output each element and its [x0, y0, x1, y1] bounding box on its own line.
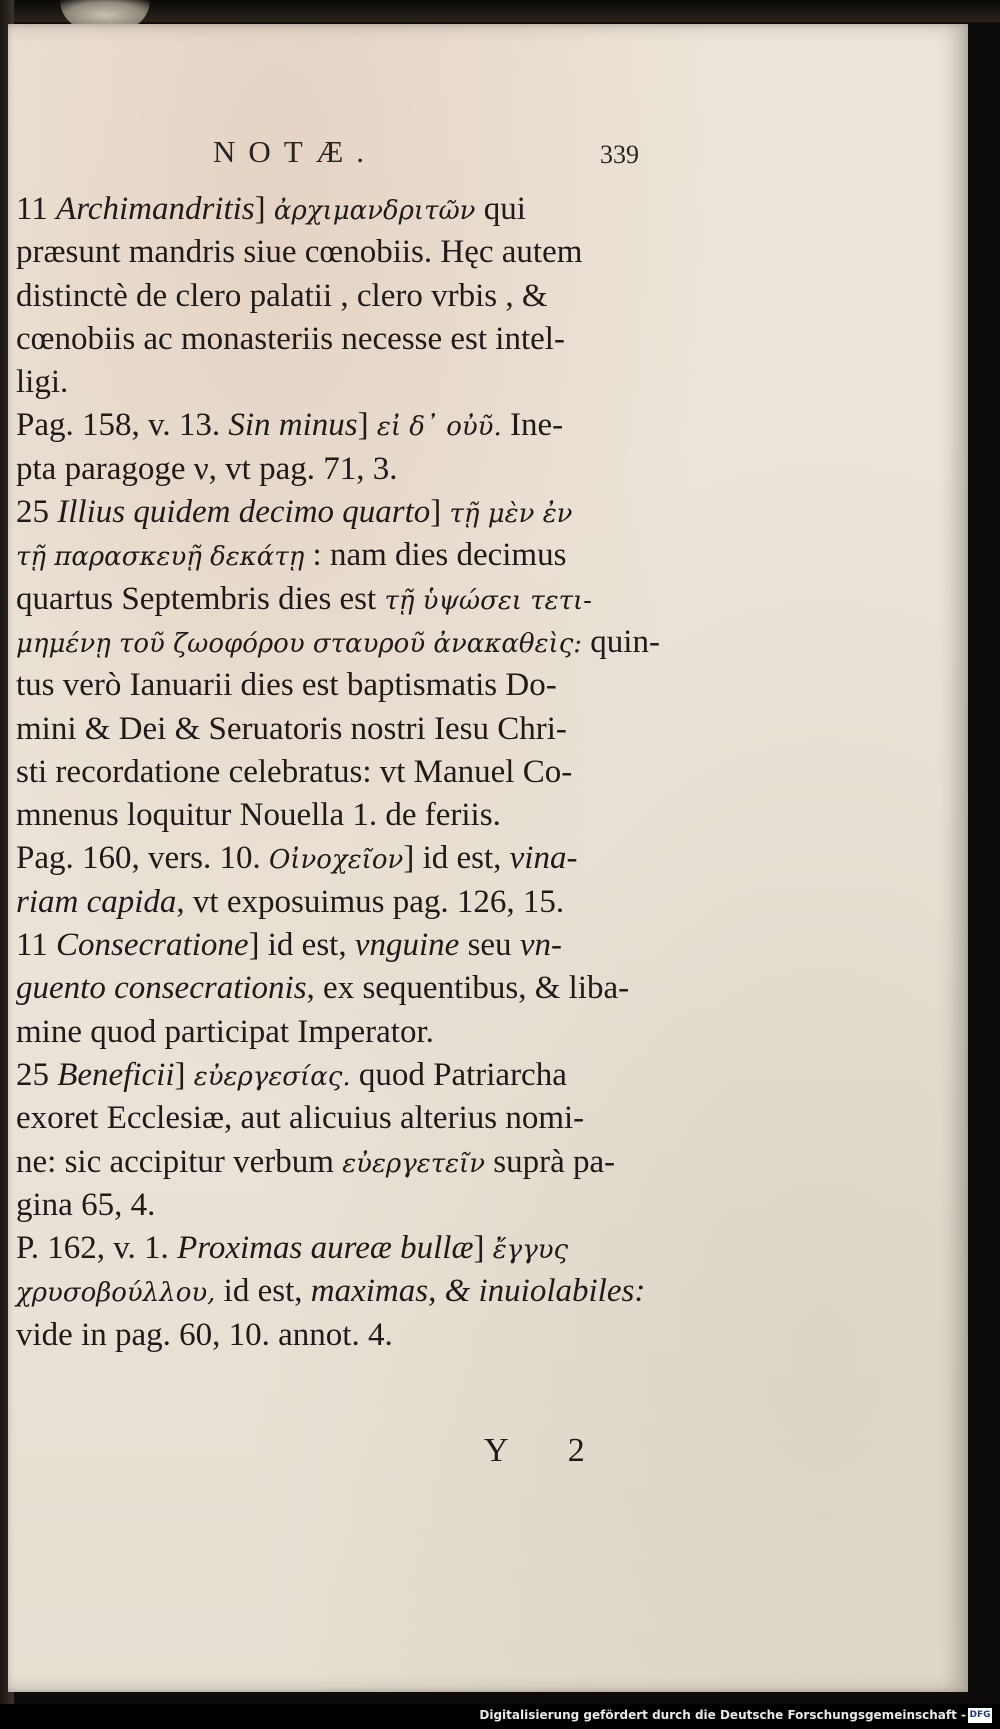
italic-text: maximas, & inuiolabiles:	[310, 1273, 646, 1310]
text-run: id est,	[215, 1273, 311, 1310]
book-top-edge	[0, 0, 1000, 22]
text-run: ]	[174, 1056, 194, 1093]
text-line	[16, 1314, 676, 1357]
text-run: quin-	[582, 623, 660, 660]
text-line	[16, 534, 676, 577]
text-run: cœnobiis ac monasteriis necesse est intel-	[16, 320, 565, 357]
text-run: exoret Ecclesiæ, aut alicuius alterius nomi-	[16, 1100, 585, 1137]
text-run: ] id est,	[403, 840, 510, 877]
running-head: NOTÆ.	[213, 134, 378, 169]
greek-text: τῇ παρασκευῇ δεκάτῃ	[16, 542, 305, 573]
text-line	[16, 275, 676, 318]
body-text	[16, 188, 676, 1357]
text-line	[16, 621, 676, 664]
greek-text: τῇ ὑψώσει τετι-	[384, 585, 592, 616]
text-line	[16, 1054, 676, 1097]
text-run: ]	[430, 494, 450, 531]
italic-text: vn-	[519, 927, 562, 964]
italic-text: Proximas aureæ bullæ	[177, 1230, 474, 1267]
text-line	[16, 837, 676, 880]
text-line	[16, 1097, 676, 1140]
greek-text: εὐεργεσίας.	[193, 1061, 351, 1092]
text-run: ne: sic accipitur verbum	[16, 1143, 343, 1180]
text-run: 25	[16, 494, 58, 531]
greek-text: χρυσοβούλλου,	[16, 1278, 216, 1309]
text-run: ]	[254, 191, 274, 227]
italic-text: guento consecrationis	[16, 970, 307, 1007]
text-run: sti recordatione celebratus: vt Manuel Co-	[16, 753, 573, 790]
text-run: , ex sequentibus, & liba-	[306, 970, 630, 1007]
text-line	[16, 1270, 676, 1313]
text-line	[16, 1141, 676, 1184]
text-line	[16, 664, 676, 707]
text-run: Pag. 160, vers. 10.	[16, 840, 269, 877]
text-run: pta paragoge ν, vt pag. 71, 3.	[16, 450, 398, 487]
text-line	[16, 967, 676, 1010]
text-run: distinctè de clero palatii , clero vrbis , &	[16, 277, 548, 314]
text-line	[16, 1011, 676, 1054]
text-run: mini & Dei & Seruatoris nostri Iesu Chri-	[16, 710, 567, 747]
text-run: vide in pag. 60, 10. annot. 4.	[16, 1316, 393, 1353]
greek-text: μημένῃ τοῦ ζωοφόρου σταυροῦ ἀνακαθεὶς:	[16, 628, 583, 659]
text-run: ligi.	[16, 364, 69, 401]
text-run: ]	[473, 1230, 493, 1267]
text-line	[16, 708, 676, 751]
text-line	[16, 361, 676, 404]
text-line	[16, 491, 676, 534]
text-run: Pag. 158, v. 13.	[16, 407, 229, 444]
text-line	[16, 404, 676, 447]
text-line	[16, 1184, 676, 1227]
text-line	[16, 751, 676, 794]
text-line	[16, 578, 676, 621]
italic-text: vina-	[509, 840, 578, 877]
footer-credit: Digitalisierung gefördert durch die Deutsche Forschungsgemeinschaft -	[479, 1708, 966, 1722]
text-line	[16, 794, 676, 837]
text-line	[16, 881, 676, 924]
text-run: ] id est,	[248, 927, 355, 964]
text-run: seu	[459, 927, 520, 964]
text-run: 11	[16, 191, 57, 227]
italic-text: Archimandritis	[56, 191, 255, 227]
text-run: tus verò Ianuarii dies est baptismatis Do-	[16, 667, 557, 704]
text-run: ]	[357, 407, 377, 444]
text-run: præsunt mandris siue cœnobiis. Hęc autem	[16, 234, 583, 271]
text-line	[16, 231, 676, 274]
greek-text: Οἰνοχεῖον	[268, 845, 404, 876]
italic-text: Consecratione	[56, 927, 249, 964]
greek-text: εἰ δ᾽ οὐῦ.	[376, 412, 502, 443]
text-run: 11	[16, 927, 57, 964]
text-line	[16, 188, 676, 231]
text-line	[16, 318, 676, 361]
greek-text: τῇ μὲν ἐν	[449, 499, 573, 530]
text-run: gina 65, 4.	[16, 1186, 156, 1223]
italic-text: Sin minus	[228, 407, 358, 444]
italic-text: vnguine	[354, 927, 460, 964]
text-run: mine quod participat Imperator.	[16, 1013, 434, 1050]
text-run: qui	[475, 191, 526, 227]
text-run: , vt exposuimus pag. 126, 15.	[176, 883, 565, 920]
text-run: quod Patriarcha	[350, 1056, 567, 1093]
text-run: quartus Septembris dies est	[16, 580, 385, 617]
text-run: suprà pa-	[485, 1143, 616, 1180]
text-run: Ine-	[501, 407, 564, 444]
italic-text: riam capida	[16, 883, 177, 920]
text-line	[16, 924, 676, 967]
greek-text: εὐεργετεῖν	[342, 1148, 486, 1179]
text-line	[16, 1227, 676, 1270]
text-line	[16, 448, 676, 491]
page-number: 339	[600, 140, 639, 169]
italic-text: Illius quidem decimo quarto	[57, 494, 431, 531]
greek-text: ἔγγυς	[492, 1235, 569, 1266]
text-run: 25	[16, 1056, 58, 1093]
signature-mark: Y 2	[484, 1432, 611, 1469]
greek-text: ἀρχιμανδριτῶν	[273, 196, 476, 226]
book-page	[8, 24, 968, 1692]
text-run: mnenus loquitur Nouella 1. de feriis.	[16, 797, 501, 834]
text-run: : nam dies decimus	[304, 537, 567, 574]
italic-text: Beneficii	[57, 1056, 175, 1093]
text-run: P. 162, v. 1.	[16, 1230, 178, 1267]
dfg-logo: DFG	[968, 1708, 992, 1723]
